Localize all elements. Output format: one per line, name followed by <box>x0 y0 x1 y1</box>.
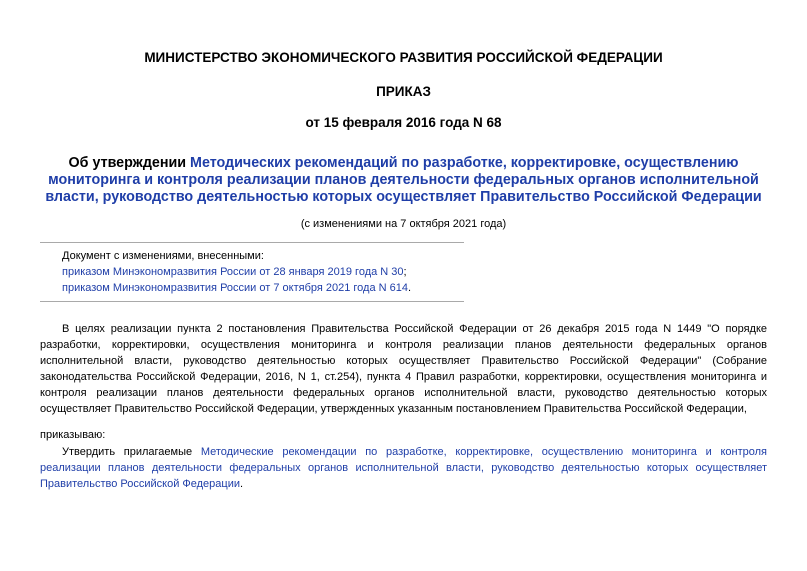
change-suffix: ; <box>403 266 407 278</box>
approval-link[interactable]: Методические рекомендации по разработке, корректировке, осуществлению мониторинга и контроля реализации планов деятельности федеральных органов исполнительной власти, руководство деятельностью которых осуществляет Правительство Российской Федерации <box>40 446 767 490</box>
approval-paragraph <box>40 444 767 492</box>
title-prefix: Об утверждении <box>68 155 191 171</box>
change-suffix: . <box>408 282 412 294</box>
document-title <box>40 155 767 206</box>
change-link-2019[interactable]: приказом Минэкономразвития России от 28 января 2019 года N 30 <box>62 266 404 278</box>
amendment-note: (с изменениями на 7 октября 2021 года) <box>300 218 507 230</box>
changes-intro: Документ с изменениями, внесенными: <box>62 250 264 262</box>
approval-suffix: . <box>240 478 244 490</box>
divider-bottom <box>40 301 464 302</box>
changes-item <box>62 280 411 296</box>
changes-item <box>62 264 411 280</box>
approval-prefix: Утвердить прилагаемые <box>62 446 201 458</box>
document-date-number: от 15 февраля 2016 года N 68 <box>305 115 502 130</box>
divider-top <box>40 242 464 243</box>
title-link[interactable]: Методических рекомендаций по разработке, корректировке, осуществлению мониторинга и контроля реализации планов деятельности федеральных органов исполнительной власти, руководство деятельностью которых осуществляет Правительство Российской Федерации <box>45 155 762 205</box>
document-type: ПРИКАЗ <box>376 84 431 99</box>
change-link-2021[interactable]: приказом Минэкономразвития России от 7 октября 2021 года N 614 <box>62 282 409 294</box>
preamble-paragraph: В целях реализации пункта 2 постановления Правительства Российской Федерации от 26 декабря 2015 года N 1449 "О порядке разработки, корректировки, осуществления мониторинга и контроля реализации планов деятельности федеральных органов исполнительной власти, руководство деятельностью которых осуществляет Правительство Российской Федерации" (Собрание законодательства Российской Федерации, 2016, N 1, ст.254), пункта 4 Правил разработки, корректировки, осуществления мониторинга и контроля реализации планов деятельности федеральных органов исполнительной власти, руководство деятельностью которых осуществляет Правительство Российской Федерации, утвержденных указанным постановлением Правительства Российской Федерации, <box>40 323 767 415</box>
order-word: приказываю: <box>40 429 106 441</box>
ministry-heading: МИНИСТЕРСТВО ЭКОНОМИЧЕСКОГО РАЗВИТИЯ РОССИЙСКОЙ ФЕДЕРАЦИИ <box>144 50 663 65</box>
changes-block <box>62 248 411 296</box>
